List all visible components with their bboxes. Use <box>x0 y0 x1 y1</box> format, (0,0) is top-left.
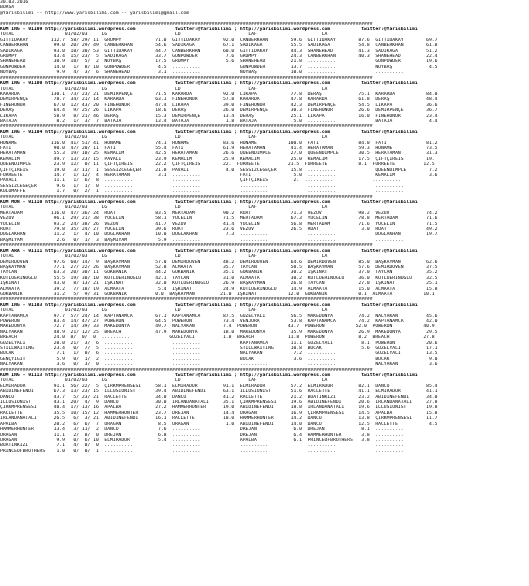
table-row: BATAJA 8.2 1/ 3/ 7 BATAJA 13.4 BATAJA 1.8 BATAJA 5.0 .......... BATAJA 4.4 <box>0 118 438 124</box>
race-block <box>0 243 529 297</box>
table-row: GRUMPY 43.4 15/ 23/ 5 SADIKAĞA 33.7 GUNPOWDER 7.6 GRUMPY 24.3 CANBERKHAN 40.3 SHANEHEAD 22.4 <box>0 54 438 60</box>
race-title: KUM ING - 91113 http://yarisbilimi.wordpress.com twitter:@Yarisbilimi ; http://yarisbilimi.wordpress.com twitter:@Yarisbilimi <box>0 373 418 379</box>
table-row: GÜZELYALI 20.0 21/ 3/ 6 .......... .......... KAPTANAMCA 11.1 GÜZELYALI 8.1 POWERON 20.6 <box>0 340 438 346</box>
table-row: İLLUSIONIST 43.1 20/ 4/ 9 DANCO 30.0 İRLANDANATALI 35.1 ÇIRKMPRENSESİ 19.6 ABIDINEFENDI 20.6 İRLANDANATALI 27.8 <box>0 400 438 406</box>
table-row: NALYAKAN 3.6 0/ 3/ 0 .......... .......... .......... .......... NALYAKAN 3.6 <box>0 362 438 368</box>
table-row: FATİ 90.0 47/ 20/ 11 FATİ 55.4 FATİ 61.9 HERATAMAN 41.4 HERATAMAN 59.3 HONAME 73.5 <box>0 145 438 151</box>
table-row: İŞKINAT 43.0 8/ 13/ 21 İŞKINAT 32.0 KUTLUERINOĞLU 26.9 BAŞKAYMAN 26.8 TAYCAN 27.0 İŞKINAT 25.1 <box>0 281 438 287</box>
table-row: KULOMAFFE 1.7 0/ 2/ 1 .......... .......... .......... .......... .......... <box>0 189 421 195</box>
table-row: BUCAK 7.1 1/ 0/ 6 .......... .......... NALYAKAN 7.2 .......... GÜZELYALI 13.5 <box>0 351 438 357</box>
table-row: URAGAN 11.1 2/ 8/ 0 DREJAN 6.8 .......... DREJAN 6.4 HAMMERHUNTER 3.8 .......... <box>0 432 421 438</box>
table-row: BAŞMIYAM 2.6 0/ 1/ 3 BAŞMIYAM 5.9 .......... .......... .......... .......... <box>0 237 421 243</box>
table-row: VEZUV 96.1 29/ 21/ 38 YÜCELİN 58.1 YÜCELİN 71.5 MERTADAM 67.3 YÜCELİN 78.8 MERTADAM 71.6 <box>0 216 438 222</box>
hash-rule: #################################################################################################################################### <box>0 75 373 81</box>
table-row: RUAT 79.8 35/ 24/ 27 YÜCELİN 39.6 RUAT 23.6 VEZUV 26.5 RUAT 3.0 RUAT 49.2 <box>0 227 438 233</box>
table-row: CANBERKHAN 99.0 20/ 29/ 49 CANBERKHAN 54.6 SADIKAĞA 67.1 SADIKAĞA 55.5 SADIKAĞA 54.8 CANBERKHAN 61.8 <box>0 43 438 49</box>
column-headers: TOTAL 01/02/03 LG LD LAF LA <box>0 254 328 260</box>
table-row: APALBA 20.2 6/ 6/ 7 URAGAN 8.5 URAGAN 1.0 ABIDINEFENDI 14.0 DANCO 12.5 RACLETTE 4.5 <box>0 421 438 427</box>
table-row: KAPTANAMCA 97.7 57/ 24/ 14 KAPTANAMCA 67.1 KAPTANAMCA 87.5 GÜZELYALI 56.5 MAKEDONYA 74.2 NALYAKAN 45.6 <box>0 313 438 319</box>
table-row: PAVALİ 11.1 1/ 6/ 8 .......... .......... ÇİFTÇİREIS 2. .......... .......... <box>0 178 418 184</box>
column-headers: TOTAL 01/02/03 LG LD LAF LA <box>0 308 328 314</box>
table-row: İRLANDANATALI 26.5 6/ 3/ 21 ABIDINEFENDI 16.1 RACLETTE 10.0 HAMMERHUNTER 14.2 DANCO 13.8 ÇIRKMPRENSESİ 11.7 <box>0 416 438 422</box>
race-title: KUM ING - 91103 http://yarisbilimi.wordpress.com twitter:@Yarisbilimi ; http://yarisbilimi.wordpress.com twitter:@Yarisbilimi <box>0 302 418 308</box>
table-row: KARARDA 130.1 73/ 23/ 21 DEMİRPENÇE 71.5 KARARDA 92.0 LİKAPA 77.8 DERAŞ 75.1 KARARDA 84.0 <box>0 91 438 97</box>
table-row: STILLWAITING 23.4 0/ 7/ 5 .......... .......... STILLWAITING 10.8 BUCAK 5.6 GÜZELYALI 17.1 <box>0 346 438 351</box>
race-block <box>0 297 529 367</box>
table-row: MAKEDONYA 72.7 14/ 39/ 33 MAKEDONYA 49.7 NALYAKAN 7.4 POWERON 43.7 POWERON 52.0 POWERON 40.9 <box>0 324 435 330</box>
table-row: ÇIRKMPRENSESİ 40.4 17/ 13/ 16 APALBA 27.2 HAMMERHUNTER 19.0 ABIDINEFENDI 18.8 İRLANDANATALI 19.6 İLLUSIONIST 19.8 <box>0 405 438 411</box>
table-row: GİTTİDAKAY 112.7 58/ 29/ 11 GRUMPY 71.0 GİTTİDAKAY 92.0 CANBERKHAN 59.6 GİTTİDAKAY 87.6 GİTTİDAKAY 69.7 <box>0 37 438 43</box>
hash-rule: #################################################################################################################################### <box>0 297 373 303</box>
table-row: NALYAKAN 48.9 21/ 12/ 25 BREACH 47.9 MAKEDONYA 18.0 MAKEDONYA 35.9 MAKEDONYA 26.9 MAKEDONYA 29.5 <box>0 329 438 335</box>
table-row: GUNPOWDER 14.0 1/ 8/ 10 GUNPOWDER 4.5 .......... GUNPOWDER 13.7 .......... NOYBAŞ 4.5 <box>0 64 438 70</box>
table-row: FİNEHONOR 67.0 12/ 43/ 20 FİNEHONOR 47.4 LİKAPA 39.0 FİNEHONOR 42.3 DEMİRPENÇE 54.5 LİKAPA 36.6 <box>0 102 438 108</box>
report-city: BURSA <box>0 5 15 11</box>
table-row: ABIDINEFENDI 67.3 13/ 23/ 15 İLLUSIONIST 39.4 ABIDINEFENDI 63.1 İLLUSIONIST 51.6 RACLETTE 41.1 ELMIRADOR 41.1 <box>0 389 438 395</box>
table-row: SADIKAĞA 93.0 18/ 30/ 53 GİTTİDAKAY 44.7 CANBERKHAN 60.0 GİTTİDAKAY 44.3 SHANEHEAD 41.3 SADIKAĞA 51.2 <box>0 48 438 54</box>
column-headers: TOTAL 01/02/03 LG LD LAF LA <box>0 378 328 384</box>
report-date: 30.03.2016 <box>0 0 29 5</box>
table-row: NOYBAŞ 9.9 4/ 3/ 6 SHANEHEAD 3.1 .......... NOYBAŞ 10.0 .......... .......... <box>0 70 421 76</box>
table-row: DÜĞLAKHAN 11.2 1/ 4/ 10 DÜĞLAKHAN 10.0 DÜĞLAKHAN 7.3 .......... .......... DÜĞLAKHAN 19.7 <box>0 232 438 238</box>
race-title: KUM MDN - 91110 http://yarisbilimi.wordpress.com twitter:@Yarisbilimi ; http://yarisbilimi.wordpress.com twitter:@Yarisbilimi <box>0 200 418 206</box>
table-row: HAMMERHUNTER 13.4 3/ 11/ 2 DANCO 7.6 .......... DREJAN 6.0 DREJAN 8.1 .......... <box>0 427 421 433</box>
table-row: TAYCAN 63.3 20/ 30/ 11 GÖKBANIK 44.2 GÖKBANIK 35.1 GÖKBANIK 30.2 İŞKINAT 37.0 TAYCAN 35.2 <box>0 270 438 276</box>
race-title: KUM ARA - 91111 http://yarisbilimi.wordpress.com twitter:@Yarisbilimi ; http://yarisbilimi.wordpress.com twitter:@Yarisbilimi <box>0 248 418 254</box>
table-row: GENÇYİĞİT 5.9 0/ 1/ 2 .......... .......... BUCAK 3.6 .......... BUCAK 9.0 <box>0 356 438 362</box>
table-row: FURREETE 14.7 1/ 12/ 4 HERATAMAN 3.1 .......... FATİ 5.0 .......... KEMALİM 3.6 <box>0 173 438 178</box>
column-headers: TOTAL 01/02/03 LG LD LAF LA <box>0 135 328 141</box>
table-row: ELMIRADOR 91.1 56/ 22/ 5 ÇIRKMPRENSESİ 58.1 ELMIRADOR 91.1 ELMIRADOR 57.2 ELMIRADOR 82.1 DANCO 85.4 <box>0 383 438 389</box>
hash-rule: #################################################################################################################################### <box>0 243 373 249</box>
race-title: KUM ING - 91109 http://yarisbilimi.wordpress.com twitter:@Yarisbilimi ; http://yarisbilimi.wordpress.com twitter:@Yarisbilimi <box>0 27 418 33</box>
table-row: KEMALİM 49.7 13/ 23/ 15 PAVALİ 23.9 KEMALİM 25.9 KEMALİM 25.0 KEMALİM 17.5 ÇİFTÇİREIS 19. <box>0 156 435 162</box>
table-row: HERATAMAN 55.3 19/ 10/ 25 KEMALİM 42.5 HERATAMAN 26.6 QUEENDIMPLE 27.0 QUEENDIMPLE 30.5 HERATAMAN 31.3 <box>0 151 438 157</box>
race-block <box>0 195 529 244</box>
column-headers: TOTAL 01/02/03 LG LD LAF LA <box>0 86 328 92</box>
table-row: URAGAN 9.9 0/ 6/ 10 ELMIRADOR 5.4 .......... APALBA 6.1 PRINCEOFBROTHERS 3.8 .......... <box>0 437 421 443</box>
table-row: YÜCELİN 93.2 24/ 38/ 26 VEZUV 41.7 VEZUV 41.4 YÜCELİN 56.8 MERTADAM 71.6 YÜCELİN 71.5 <box>0 221 438 227</box>
table-row: SHANEHEAD 30.9 18/ 5/ 2 NOYBAŞ 17.5 GRUMPY 5.6 SHANEHEAD 21.8 .......... GUNPOWDER 19.6 <box>0 59 438 65</box>
hash-rule: #################################################################################################################################### <box>0 194 373 200</box>
race-title: KUM ING - 91100 http://yarisbilimi.wordpress.com twitter:@Yarisbilimi ; http://yarisbilimi.wordpress.com twitter:@Yarisbilimi <box>0 81 418 87</box>
table-row: ÇİFTÇİREIS 19.0 3/ 11/ 1 SESSİZCEGEÇER 21.8 PAVALİ 4.0 SESSİZCEGEÇER 15.8 .......... QUEENDIMPLE 7.2 <box>0 167 438 173</box>
hash-rule: #################################################################################################################################### <box>0 367 373 373</box>
race-title: KUM ING - 91104 http://yarisbilimi.wordpress.com twitter:@Yarisbilimi ; http://yarisbilimi.wordpress.com twitter:@Yarisbilimi <box>0 129 418 135</box>
column-headers: TOTAL 01/02/03 LG LD LAF LA <box>0 32 328 38</box>
table-row: RACLETTE 35.5 10/ 15/ 12 HAMMERHUNTER 23.7 DREJAN 14.4 URAGAN 16.9 ÇIRKMPRENSESİ 14.5 APALBA 15.8 <box>0 410 438 416</box>
races-container <box>0 22 529 455</box>
table-row: HONAME 116.0 41/ 51/ 41 HONAME 74.1 HONAME 83.6 HONAME 100.0 FATİ 84.0 FATİ 81.2 <box>0 140 438 146</box>
table-row: PRINCEOFBROTHERS 1.0 0/ 0/ 1 .......... .......... .......... .......... .......... <box>0 448 421 454</box>
table-row: SESSİZCEGEÇER 9.6 1/ 1/ 0 .......... .......... .......... .......... .......... <box>0 183 421 189</box>
table-row: POWERON 83.4 14/ 47/ 27 POWERON 64.5 POWERON 73.4 VENJURA 53.8 KAPTANAMCA 74.2 KAPTANAMCA 42.0 <box>0 318 438 324</box>
table-row: DEMİRDOVEN 97.6 60/ 14/ 9 BAŞKAYMAN 57.0 DEMİRDOVEN 48.2 DEMİRDOVEN 64.6 DEMİRDOVEN 85.0 BAŞKAYMAN 62.6 <box>0 259 438 265</box>
race-block <box>0 124 529 194</box>
table-row: BUATINKIZI 7.1 4/ 0/ 0 .......... .......... .......... .......... .......... <box>0 443 421 449</box>
hash-rule: #################################################################################################################################### <box>0 21 373 27</box>
race-block <box>0 22 529 76</box>
table-row: LİKAPA 58.9 8/ 21/ 46 DERAŞ 15.3 DEMİRPENÇE 13.4 DERAŞ 25.1 LİKAPA 16.0 FİNEHONOR 23.4 <box>0 113 438 119</box>
table-row: DERAŞ 64.4 9/ 25/ 26 LİKAPA 18.6 DERAŞ 26.0 DEMİRPENÇE 30.3 FİNEHONOR 26.6 DEMİRPENÇE 36.7 <box>0 108 438 114</box>
table-row: BAŞKAYMAN 77.1 27/ 22/ 26 BAŞKAYMAN 52.8 ALMAATA 35.7 TAYCAN 50.5 BAŞKAYMAN 57.6 DEMİRDOVEN 37.5 <box>0 264 438 270</box>
table-row: QUEENDIMPLE 23.9 12/ 0/ 11 ÇİFTÇİREIS 22.2 ÇİFTÇİREIS 22. FURREETE 21.5 FURREETE 8.1 FURREETE 12.5 <box>0 162 435 168</box>
table-row: MERTADAM 116.0 47/ 36/ 24 RUAT 83.5 MERTADAM 90.2 RUAT 71.3 VEZUV 98.2 VEZUV 74.2 <box>0 210 438 216</box>
table-row: GOKBANIK 31.2 5/ 9/ 31 GOKBANIK 0.0 BAŞKAYMAN 21.0 İŞKINAT 12.0 GOKBANIK 0.1 ALMAATA 10.1 <box>0 291 435 297</box>
table-row: ALMAATA 39.2 7/ 18/ 19 ALMAATA 5.4 İŞKINAT 24.9 KUTLUERINOĞLU 14.9 ALMAATA 15.0 ALMAATA 15.8 <box>0 286 438 292</box>
hash-rule: #################################################################################################################################### <box>0 124 373 130</box>
contact-line: @Yarisbilimi -- http://www.yarisbilimi.com -- yarisbilimi@gmail.com <box>0 10 190 16</box>
table-row: DEMİRPENÇE 78.7 34/ 21/ 14 KARARDA 63.1 FİNEHONOR 57.8 KARARDA 47.8 KARARDA 61.8 DERAŞ 48.4 <box>0 97 438 103</box>
column-headers: TOTAL 01/02/03 LG LD LAF LA <box>0 205 328 211</box>
race-block <box>0 76 529 125</box>
table-row: KUTLUERINOĞLU 55.5 19/ 30/ 10 KUTLUERINOĞLU 42.1 TAYCAN 31.0 ALMAATA 30.2 KUTLUERINOĞLU 36.0 KUTLUERINOĞLU 32.5 <box>0 275 438 281</box>
table-row: DANCO 43.7 5/ 23/ 21 RACLETTE 34.0 DANCO 41.2 RACLETTE 21.2 BUATINKIZI 23.2 ABIDINEFENDI 34.0 <box>0 394 438 400</box>
table-row: BREACH 24.0 8/ 0/ 0 .......... GÜZELYALI 1.8 BREACH 11.8 POWERON 8.2 BREACH 27.8 <box>0 335 435 341</box>
race-block <box>0 368 529 455</box>
